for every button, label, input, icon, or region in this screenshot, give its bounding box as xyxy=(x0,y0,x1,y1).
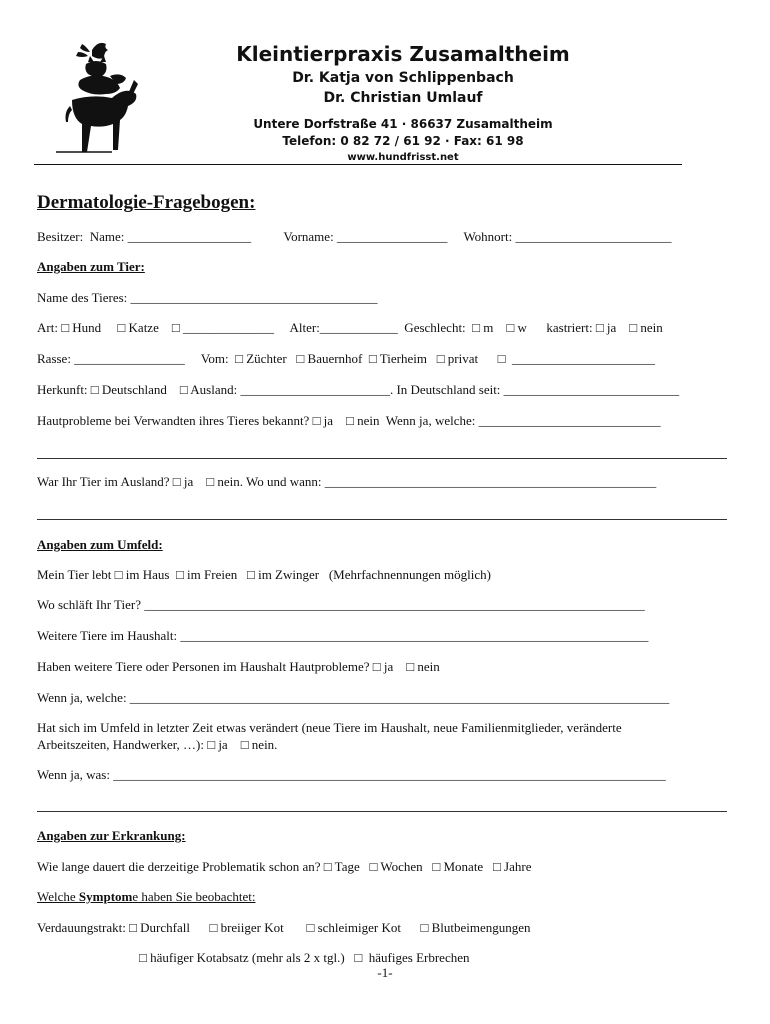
changes-question-line1: Hat sich im Umfeld in letzter Zeit etwas verändert (neue Tiere im Haushalt, neue Familienmitglieder, veränderte xyxy=(37,720,622,735)
practice-website: www.hundfrisst.net xyxy=(347,152,459,163)
origin-fields[interactable]: Herkunft: □ Deutschland □ Ausland: _______________________. In Deutschland seit: ___________________________ xyxy=(37,382,680,397)
abroad-question[interactable]: War Ihr Tier im Ausland? □ ja □ nein. Wo und wann: ___________________________________________________ xyxy=(37,474,657,489)
breed-fields[interactable]: Rasse: _________________ Vom: □ Züchter □ Bauernhof □ Tierheim □ privat □ ______________________ xyxy=(37,351,655,366)
relatives-skin-question[interactable]: Hautprobleme bei Verwandten ihres Tieres bekannt? □ ja □ nein Wenn ja, welche: ____________________________ xyxy=(37,413,661,428)
section-environment-heading: Angaben zum Umfeld: xyxy=(37,537,163,552)
doctor-name-2: Dr. Christian Umlauf xyxy=(323,90,483,106)
header-divider xyxy=(34,164,682,165)
pet-name-field[interactable]: Name des Tieres: ______________________________________ xyxy=(37,290,378,305)
section-animal-heading: Angaben zum Tier: xyxy=(37,259,145,274)
symptoms-heading xyxy=(37,889,255,905)
duration-question[interactable]: Wie lange dauert die derzeitige Problematik schon an? □ Tage □ Wochen □ Monate □ Jahre xyxy=(37,859,532,874)
page-number: -1- xyxy=(377,965,393,980)
doctor-name-1: Dr. Katja von Schlippenbach xyxy=(292,70,514,86)
symptoms-heading-part1: Welche xyxy=(37,889,79,904)
species-fields[interactable]: Art: □ Hund □ Katze □ ______________ Alter:____________ Geschlecht: □ m □ w kastriert: □ ja □ nein xyxy=(37,320,663,335)
symptoms-heading-part2: e haben Sie beobachtet: xyxy=(132,889,256,904)
digestion-symptoms-line2[interactable]: □ häufiger Kotabsatz (mehr als 2 x tgl.) □ häufiges Erbrechen xyxy=(139,950,470,965)
symptoms-heading-bold: Symptom xyxy=(78,889,133,904)
what-field[interactable]: Wenn ja, was: _____________________________________________________________________________________ xyxy=(37,767,666,782)
answer-line[interactable] xyxy=(37,519,727,520)
answer-line[interactable] xyxy=(37,458,727,459)
which-field[interactable]: Wenn ja, welche: ___________________________________________________________________________________ xyxy=(37,690,670,705)
section-disease-heading: Angaben zur Erkrankung: xyxy=(37,828,186,843)
living-question[interactable]: Mein Tier lebt □ im Haus □ im Freien □ im Zwinger (Mehrfachnennungen möglich) xyxy=(37,567,491,582)
practice-phone: Telefon: 0 82 72 / 61 92 · Fax: 61 98 xyxy=(282,134,524,148)
changes-question-line2[interactable]: Arbeitszeiten, Handwerker, …): □ ja □ nein. xyxy=(37,737,278,752)
digestion-symptoms-line1[interactable]: Verdauungstrakt: □ Durchfall □ breiiger Kot □ schleimiger Kot □ Blutbeimengungen xyxy=(37,920,531,935)
other-pets-question[interactable]: Weitere Tiere im Haushalt: ________________________________________________________________________ xyxy=(37,628,649,643)
practice-address: Untere Dorfstraße 41 · 86637 Zusamaltheim xyxy=(253,117,553,131)
practice-name: Kleintierpraxis Zusamaltheim xyxy=(236,42,570,66)
owner-fields[interactable]: Besitzer: Name: ___________________ Vorname: _________________ Wohnort: ________________________ xyxy=(37,229,672,244)
form-title: Dermatologie-Fragebogen: xyxy=(37,192,256,213)
household-skin-question[interactable]: Haben weitere Tiere oder Personen im Haushalt Hautprobleme? □ ja □ nein xyxy=(37,659,440,674)
sleeping-question[interactable]: Wo schläft Ihr Tier? _____________________________________________________________________________ xyxy=(37,597,645,612)
answer-line[interactable] xyxy=(37,811,727,812)
